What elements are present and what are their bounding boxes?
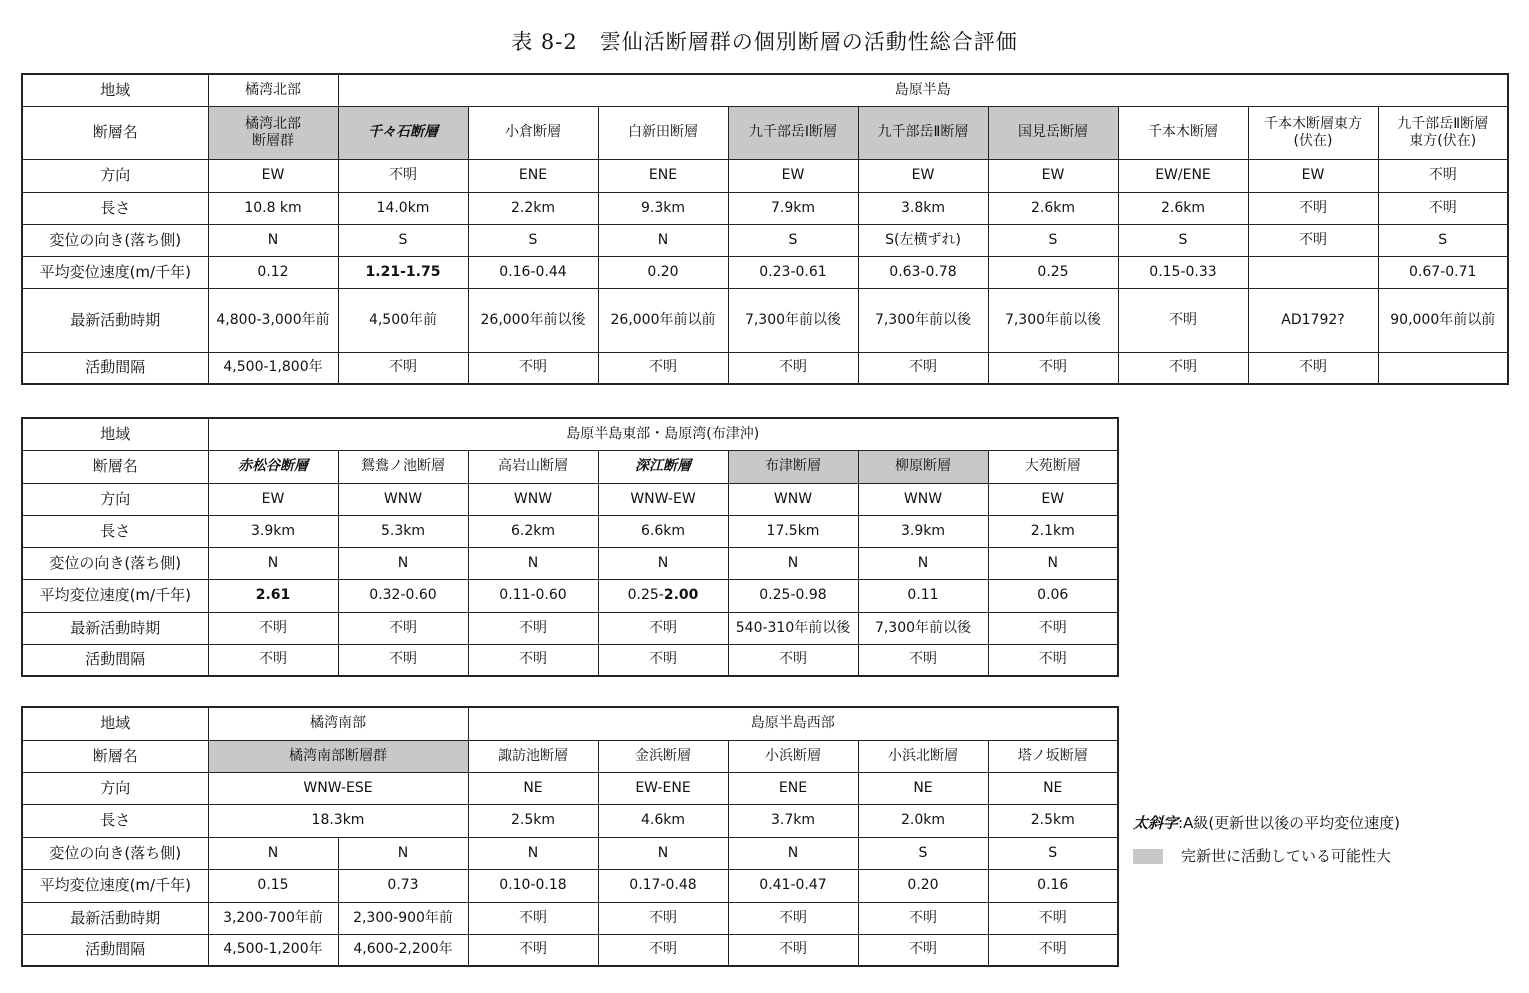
fault-name-cell: 千本木断層 (1118, 106, 1248, 159)
table-cell: 不明 (728, 934, 858, 966)
fault-name-cell (1248, 106, 1378, 159)
table-cell: 3,200-700年前 (208, 902, 338, 934)
region-cell: 橘湾北部 (208, 74, 338, 106)
table-cell: NE (858, 772, 988, 804)
table-cell: 0.11 (858, 579, 988, 612)
fault-name-line: (伏在) (1293, 132, 1333, 149)
table-row (22, 192, 1508, 224)
table-cell: 不明 (988, 934, 1118, 966)
row-label-region: 地域 (22, 74, 208, 106)
table-cell: 0.15-0.33 (1118, 256, 1248, 288)
table-cell: 0.25 (988, 256, 1118, 288)
table-cell: N (728, 837, 858, 869)
fault-table-shimabara-east (21, 417, 1119, 677)
table-cell: 0.20 (598, 256, 728, 288)
table-cell: 7,300年前以後 (858, 288, 988, 352)
table-row (22, 106, 1508, 159)
table-cell: 不明 (598, 352, 728, 384)
table-cell: N (598, 837, 728, 869)
table-cell: 2.5km (468, 804, 598, 837)
fault-name-cell (1378, 106, 1508, 159)
legend-bold-italic-desc: :A級(更新世以後の平均変位速度) (1178, 814, 1401, 832)
table-cell: N (728, 547, 858, 579)
table-cell: 不明 (728, 902, 858, 934)
table-cell: AD1792? (1248, 288, 1378, 352)
row-label-displacement: 変位の向き(落ち側) (22, 547, 208, 579)
fault-name-cell: 金浜断層 (598, 740, 728, 772)
table-cell: 26,000年前以前 (598, 288, 728, 352)
table-cell: NE (988, 772, 1118, 804)
table-cell: EW (728, 159, 858, 192)
table-row (22, 837, 1118, 869)
table-row (22, 707, 1118, 740)
gray-swatch (1133, 849, 1163, 864)
table-cell: 2.6km (1118, 192, 1248, 224)
table-cell: 2.5km (988, 804, 1118, 837)
row-label-interval: 活動間隔 (22, 352, 208, 384)
row-label-interval: 活動間隔 (22, 934, 208, 966)
table-row (22, 224, 1508, 256)
table-cell: 不明 (858, 934, 988, 966)
row-label-direction: 方向 (22, 483, 208, 515)
fault-name-cell: 大苑断層 (988, 450, 1118, 483)
fault-name-cell: 諏訪池断層 (468, 740, 598, 772)
table-cell: 0.67-0.71 (1378, 256, 1508, 288)
row-label-fault-name: 断層名 (22, 740, 208, 772)
table-row (22, 159, 1508, 192)
row-label-interval: 活動間隔 (22, 644, 208, 676)
table-cell: 3.9km (208, 515, 338, 547)
table-cell: 540-310年前以後 (728, 612, 858, 644)
table-cell: 不明 (988, 352, 1118, 384)
row-label-length: 長さ (22, 804, 208, 837)
table-cell: EW-ENE (598, 772, 728, 804)
table-cell: 7,300年前以後 (988, 288, 1118, 352)
table-cell: 0.32-0.60 (338, 579, 468, 612)
table-cell: 4.6km (598, 804, 728, 837)
table-row (22, 483, 1118, 515)
table-cell: ENE (728, 772, 858, 804)
table-cell: 不明 (1248, 352, 1378, 384)
table-cell: 0.11-0.60 (468, 579, 598, 612)
table-cell: 不明 (1118, 288, 1248, 352)
legend-bold-italic (1133, 812, 1400, 833)
table-cell: 26,000年前以後 (468, 288, 598, 352)
table-cell: 7.9km (728, 192, 858, 224)
table-cell: WNW (858, 483, 988, 515)
table-row (22, 515, 1118, 547)
row-label-rate: 平均変位速度(m/千年) (22, 256, 208, 288)
fault-name-cell: 小浜断層 (728, 740, 858, 772)
row-label-length: 長さ (22, 192, 208, 224)
table-cell: 7,300年前以後 (728, 288, 858, 352)
table-cell: 2.2km (468, 192, 598, 224)
row-label-latest: 最新活動時期 (22, 902, 208, 934)
table-cell: 4,500-1,800年 (208, 352, 338, 384)
table-cell: 不明 (598, 612, 728, 644)
table-row (22, 579, 1118, 612)
table-cell: 17.5km (728, 515, 858, 547)
table-cell: WNW-ESE (208, 772, 468, 804)
table-cell: 不明 (468, 352, 598, 384)
table-cell: 不明 (468, 902, 598, 934)
table-cell: 不明 (338, 352, 468, 384)
table-cell: ENE (598, 159, 728, 192)
table-row (22, 256, 1508, 288)
table-cell: WNW-EW (598, 483, 728, 515)
table-cell: N (338, 547, 468, 579)
table-cell: 0.12 (208, 256, 338, 288)
table-row (22, 547, 1118, 579)
table-cell: S (1378, 224, 1508, 256)
table-cell: N (988, 547, 1118, 579)
region-cell: 島原半島西部 (468, 707, 1118, 740)
region-cell: 橘湾南部 (208, 707, 468, 740)
fault-name-cell: 小浜北断層 (858, 740, 988, 772)
table-cell: N (208, 224, 338, 256)
table-cell: 10.8 km (208, 192, 338, 224)
fault-name-cell: 深江断層 (598, 450, 728, 483)
region-cell: 島原半島東部・島原湾(布津沖) (208, 418, 1118, 450)
table-cell: EW (208, 159, 338, 192)
table-cell: 不明 (988, 612, 1118, 644)
table-cell: 4,600-2,200年 (338, 934, 468, 966)
table-cell: 4,800-3,000年前 (208, 288, 338, 352)
table-cell: EW (208, 483, 338, 515)
table-cell: 0.06 (988, 579, 1118, 612)
region-cell: 島原半島 (338, 74, 1508, 106)
table-cell: 不明 (728, 352, 858, 384)
fault-name-line: 九千部岳Ⅱ断層 (1397, 115, 1489, 132)
rate-part-bold: 2.00 (663, 587, 699, 603)
table-cell: 不明 (468, 644, 598, 676)
table-cell: N (208, 837, 338, 869)
table-cell: 0.23-0.61 (728, 256, 858, 288)
table-cell: 9.3km (598, 192, 728, 224)
table-row (22, 934, 1118, 966)
table-cell (1248, 256, 1378, 288)
row-label-direction: 方向 (22, 159, 208, 192)
table-cell: 不明 (1378, 159, 1508, 192)
table-cell: S(左横ずれ) (858, 224, 988, 256)
table-cell: 0.63-0.78 (858, 256, 988, 288)
table-cell: 90,000年前以前 (1378, 288, 1508, 352)
table-cell: 14.0km (338, 192, 468, 224)
table-row (22, 804, 1118, 837)
table-cell: 2.1km (988, 515, 1118, 547)
table-row (22, 352, 1508, 384)
table-cell: N (468, 837, 598, 869)
fault-name-cell: 柳原断層 (858, 450, 988, 483)
fault-name-cell: 鴛鴦ノ池断層 (338, 450, 468, 483)
table-cell: 3.8km (858, 192, 988, 224)
table-cell: 1.21-1.75 (338, 256, 468, 288)
table-cell: N (468, 547, 598, 579)
table-row (22, 418, 1118, 450)
table-cell: 0.16 (988, 869, 1118, 902)
page-title: 表 8-2 雲仙活断層群の個別断層の活動性総合評価 (511, 30, 1018, 54)
table-cell: 不明 (988, 902, 1118, 934)
table-cell: S (988, 224, 1118, 256)
table-cell: 0.15 (208, 869, 338, 902)
rate-part: 0.25- (627, 587, 664, 603)
table-cell: 不明 (728, 644, 858, 676)
table-cell: 3.9km (858, 515, 988, 547)
table-cell: 不明 (1378, 192, 1508, 224)
table-cell: 0.10-0.18 (468, 869, 598, 902)
table-cell: 6.6km (598, 515, 728, 547)
table-cell: 0.41-0.47 (728, 869, 858, 902)
table-row (22, 74, 1508, 106)
row-label-fault-name: 断層名 (22, 106, 208, 159)
table-cell: 5.3km (338, 515, 468, 547)
row-label-region: 地域 (22, 707, 208, 740)
fault-name-cell: 国見岳断層 (988, 106, 1118, 159)
table-cell: N (208, 547, 338, 579)
table-cell: WNW (338, 483, 468, 515)
table-cell: EW/ENE (1118, 159, 1248, 192)
table-cell: 2,300-900年前 (338, 902, 468, 934)
table-row (22, 740, 1118, 772)
table-cell: S (1118, 224, 1248, 256)
fault-name-cell: 九千部岳Ⅱ断層 (858, 106, 988, 159)
table-row (22, 612, 1118, 644)
table-row (22, 902, 1118, 934)
table-cell: S (858, 837, 988, 869)
table-cell: 2.0km (858, 804, 988, 837)
table-cell: 不明 (988, 644, 1118, 676)
row-label-rate: 平均変位速度(m/千年) (22, 869, 208, 902)
table-cell: 18.3km (208, 804, 468, 837)
table-cell: 不明 (1118, 352, 1248, 384)
table-cell: WNW (728, 483, 858, 515)
table-cell: 不明 (338, 612, 468, 644)
row-label-rate: 平均変位速度(m/千年) (22, 579, 208, 612)
fault-table-shimabara (21, 73, 1509, 385)
table-cell: 不明 (598, 644, 728, 676)
row-label-fault-name: 断層名 (22, 450, 208, 483)
fault-name-line: 断層群 (252, 132, 294, 149)
table-cell: 2.61 (208, 579, 338, 612)
table-cell: 不明 (858, 352, 988, 384)
table-cell: 不明 (1248, 224, 1378, 256)
table-cell: WNW (468, 483, 598, 515)
table-cell: 6.2km (468, 515, 598, 547)
fault-name-cell: 橘湾南部断層群 (208, 740, 468, 772)
row-label-latest: 最新活動時期 (22, 612, 208, 644)
table-row (22, 288, 1508, 352)
fault-name-line: 千本木断層東方 (1264, 115, 1362, 132)
table-cell: 不明 (208, 612, 338, 644)
table-cell: 3.7km (728, 804, 858, 837)
table-cell: EW (858, 159, 988, 192)
table-cell (1378, 352, 1508, 384)
table-cell: 0.73 (338, 869, 468, 902)
table-cell: S (728, 224, 858, 256)
table-cell: 0.20 (858, 869, 988, 902)
fault-name-cell: 高岩山断層 (468, 450, 598, 483)
table-cell: EW (1248, 159, 1378, 192)
legend-gray (1133, 845, 1391, 866)
table-cell: S (988, 837, 1118, 869)
fault-name-cell: 赤松谷断層 (208, 450, 338, 483)
legend-gray-desc: 完新世に活動している可能性大 (1181, 847, 1392, 865)
fault-name-cell: 白新田断層 (598, 106, 728, 159)
table-cell: EW (988, 159, 1118, 192)
table-cell: NE (468, 772, 598, 804)
fault-name-cell: 塔ノ坂断層 (988, 740, 1118, 772)
table-cell: 7,300年前以後 (858, 612, 988, 644)
table-cell: 0.25-0.98 (728, 579, 858, 612)
row-label-latest: 最新活動時期 (22, 288, 208, 352)
row-label-region: 地域 (22, 418, 208, 450)
fault-name-cell (208, 106, 338, 159)
table-cell: 不明 (598, 934, 728, 966)
table-row (22, 869, 1118, 902)
table-cell: S (338, 224, 468, 256)
table-cell: N (598, 547, 728, 579)
table-cell: 不明 (338, 644, 468, 676)
table-cell: 0.16-0.44 (468, 256, 598, 288)
table-cell: EW (988, 483, 1118, 515)
table-cell: 不明 (1248, 192, 1378, 224)
fault-name-cell: 九千部岳Ⅰ断層 (728, 106, 858, 159)
fault-name-line: 東方(伏在) (1409, 132, 1477, 149)
table-cell: N (338, 837, 468, 869)
table-cell: ENE (468, 159, 598, 192)
row-label-direction: 方向 (22, 772, 208, 804)
table-cell: 不明 (468, 612, 598, 644)
table-cell: 不明 (858, 902, 988, 934)
fault-name-cell: 布津断層 (728, 450, 858, 483)
row-label-displacement: 変位の向き(落ち側) (22, 224, 208, 256)
table-cell: S (468, 224, 598, 256)
table-cell: 不明 (338, 159, 468, 192)
table-row (22, 644, 1118, 676)
table-cell: 不明 (858, 644, 988, 676)
table-cell: 不明 (598, 902, 728, 934)
table-cell: N (598, 224, 728, 256)
table-cell: N (858, 547, 988, 579)
table-cell: 不明 (208, 644, 338, 676)
table-cell: 4,500年前 (338, 288, 468, 352)
table-cell (598, 579, 728, 612)
fault-name-cell: 小倉断層 (468, 106, 598, 159)
table-cell: 0.17-0.48 (598, 869, 728, 902)
table-row (22, 450, 1118, 483)
row-label-displacement: 変位の向き(落ち側) (22, 837, 208, 869)
row-label-length: 長さ (22, 515, 208, 547)
fault-name-line: 橘湾北部 (245, 115, 301, 132)
table-cell: 2.6km (988, 192, 1118, 224)
fault-name-cell: 千々石断層 (338, 106, 468, 159)
table-cell: 4,500-1,200年 (208, 934, 338, 966)
legend-bold-italic-key: 太斜字 (1133, 814, 1179, 832)
fault-table-shimabara-west (21, 706, 1119, 967)
table-row (22, 772, 1118, 804)
table-cell: 不明 (468, 934, 598, 966)
